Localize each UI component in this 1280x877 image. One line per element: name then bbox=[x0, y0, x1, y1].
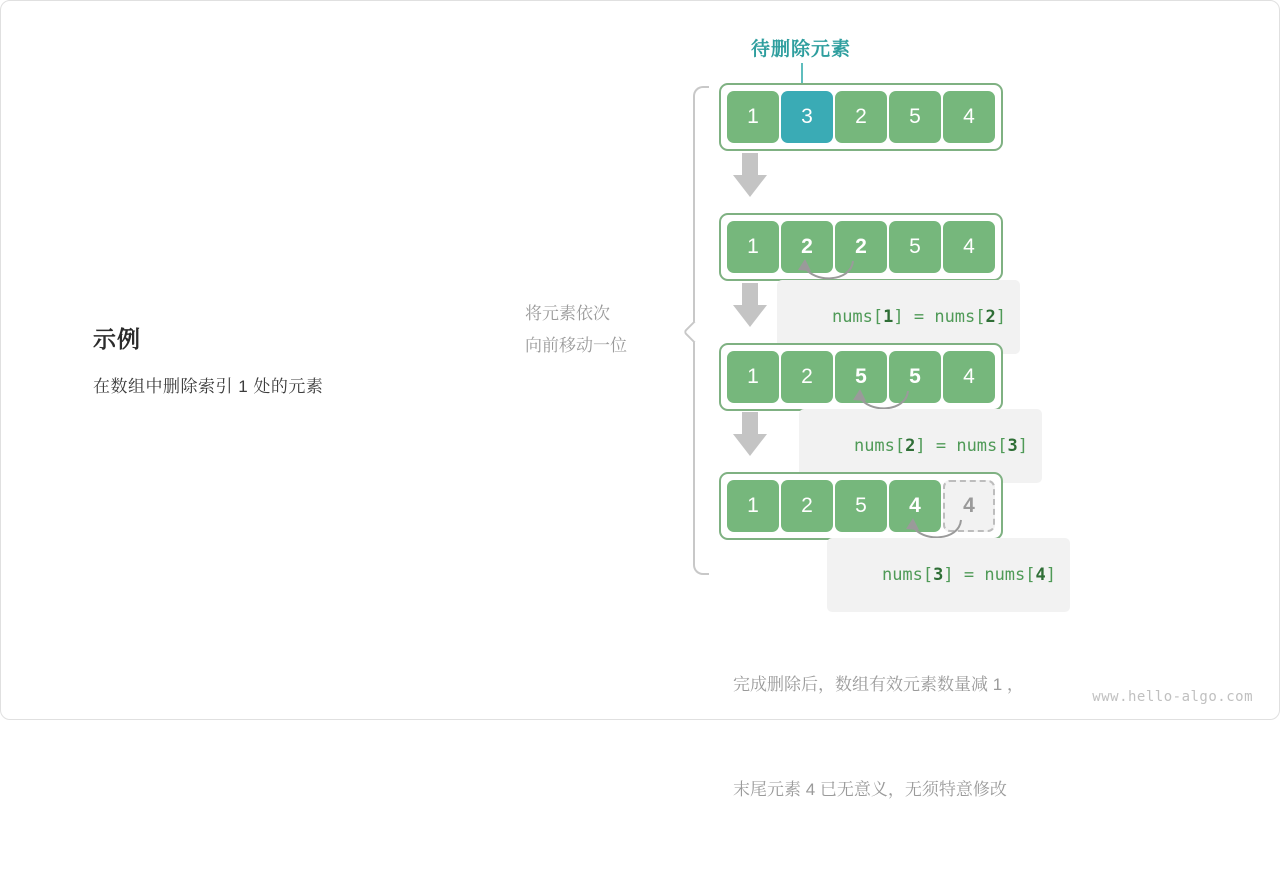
array-cell: 2 bbox=[781, 480, 833, 532]
code-mid: ] = nums[ bbox=[893, 307, 986, 327]
code-index: 2 bbox=[905, 436, 916, 456]
initial-array bbox=[719, 83, 1003, 151]
shift-note bbox=[525, 298, 685, 362]
array-cell-source: 2 bbox=[835, 221, 887, 273]
target-element-label: 待删除元素 bbox=[750, 39, 851, 60]
code-prefix: nums[ bbox=[853, 436, 906, 456]
code-suffix: ] bbox=[995, 307, 1007, 327]
label-stem-line bbox=[801, 63, 803, 85]
array-cell: 1 bbox=[727, 480, 779, 532]
shift-note-line-1: 将元素依次 bbox=[525, 304, 610, 323]
array-cell: 5 bbox=[889, 91, 941, 143]
down-arrow-icon bbox=[733, 283, 767, 327]
array-after-shift-2 bbox=[719, 343, 1003, 411]
caption-subtitle: 在数组中删除索引 1 处的元素 bbox=[93, 377, 324, 396]
code-prefix: nums[ bbox=[881, 565, 934, 585]
down-arrow-icon bbox=[733, 412, 767, 456]
code-index: 2 bbox=[985, 307, 996, 327]
watermark: www.hello-algo.com bbox=[1092, 689, 1253, 705]
code-index: 3 bbox=[1007, 436, 1018, 456]
array-after-shift-1 bbox=[719, 213, 1003, 281]
array-cell: 1 bbox=[727, 221, 779, 273]
array-cell: 2 bbox=[781, 351, 833, 403]
array-cell: 2 bbox=[835, 91, 887, 143]
array-cell: 5 bbox=[835, 480, 887, 532]
shift-note-line-2: 向前移动一位 bbox=[525, 336, 627, 355]
array-cell: 5 bbox=[889, 221, 941, 273]
array-cell-updated: 4 bbox=[889, 480, 941, 532]
summary-note-line-2: 末尾元素 4 已无意义，无须特意修改 bbox=[733, 780, 1007, 799]
array-cell-highlighted: 3 bbox=[781, 91, 833, 143]
array-cell-obsolete: 4 bbox=[943, 480, 995, 532]
array-cell: 4 bbox=[943, 351, 995, 403]
code-mid: ] = nums[ bbox=[943, 565, 1036, 585]
example-caption bbox=[93, 321, 513, 397]
code-suffix: ] bbox=[1017, 436, 1029, 456]
grouping-brace bbox=[693, 86, 709, 575]
code-index: 3 bbox=[933, 565, 944, 585]
array-cell: 4 bbox=[943, 221, 995, 273]
code-suffix: ] bbox=[1045, 565, 1057, 585]
code-index: 4 bbox=[1035, 565, 1046, 585]
array-cell: 1 bbox=[727, 91, 779, 143]
code-prefix: nums[ bbox=[831, 307, 884, 327]
code-index: 1 bbox=[883, 307, 894, 327]
array-cell-updated: 5 bbox=[835, 351, 887, 403]
array-after-shift-3 bbox=[719, 472, 1003, 540]
array-cell: 4 bbox=[943, 91, 995, 143]
array-cell-updated: 2 bbox=[781, 221, 833, 273]
summary-note-line-1: 完成删除后，数组有效元素数量减 1 ， bbox=[733, 675, 1024, 694]
summary-note bbox=[733, 597, 1024, 877]
caption-title: 示例 bbox=[93, 326, 141, 352]
code-mid: ] = nums[ bbox=[915, 436, 1008, 456]
array-cell-source: 5 bbox=[889, 351, 941, 403]
down-arrow-icon bbox=[733, 153, 767, 197]
array-cell: 1 bbox=[727, 351, 779, 403]
